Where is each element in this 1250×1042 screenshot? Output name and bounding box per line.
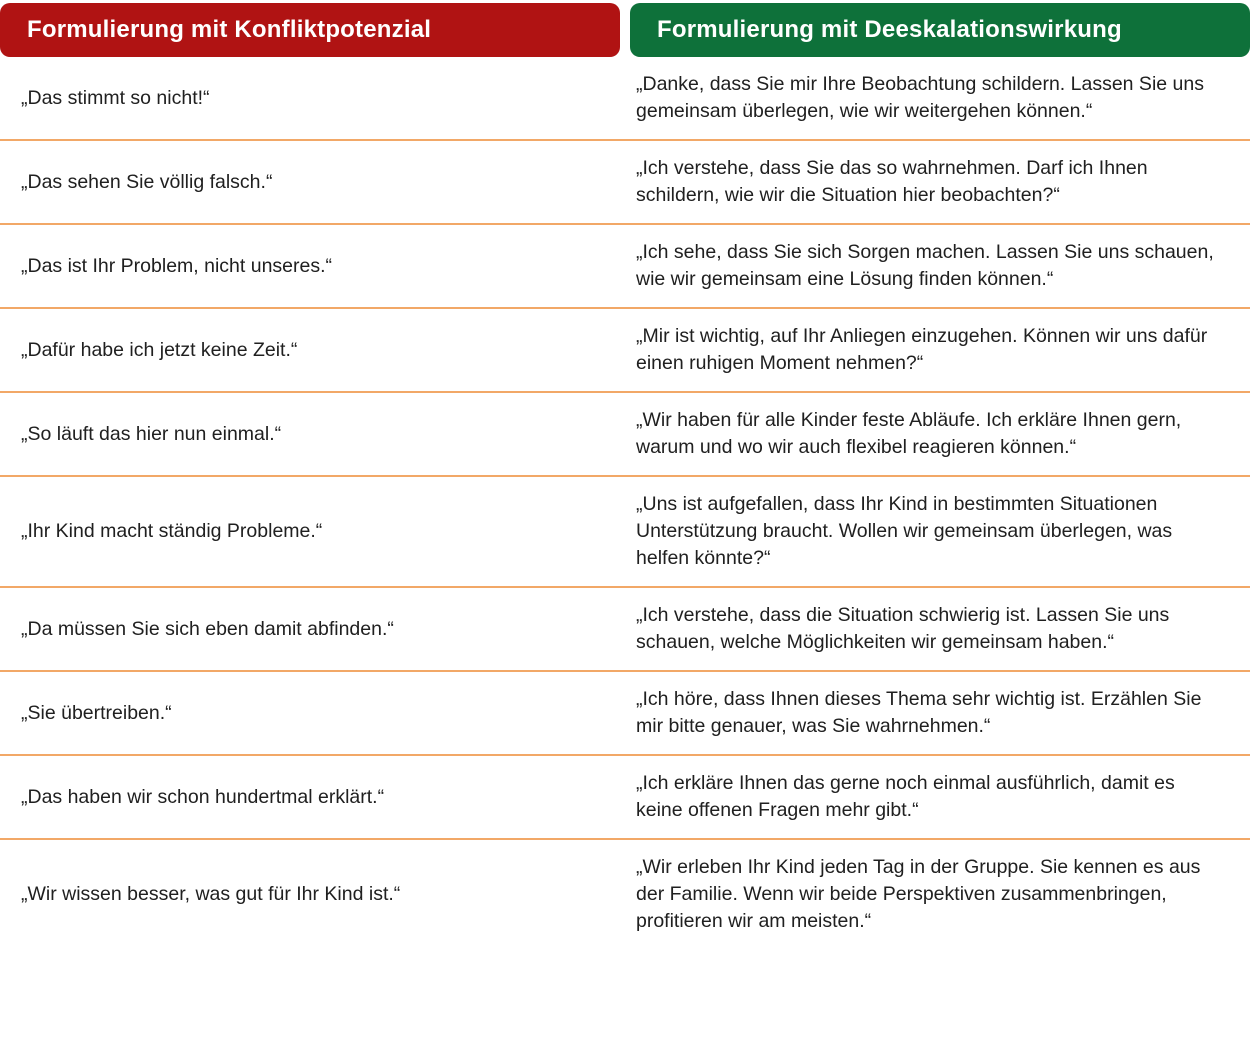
conflict-phrase <box>0 253 620 280</box>
table-body <box>0 57 1250 949</box>
deescalation-phrase <box>620 491 1250 572</box>
table-row <box>0 393 1250 477</box>
deescalation-phrase-text: „Mir ist wichtig, auf Ihr Anliegen einzugehen. Können wir uns dafür einen ruhigen Moment nehmen?“ <box>636 325 1208 374</box>
deescalation-phrase <box>620 854 1250 935</box>
conflict-phrase <box>0 616 620 643</box>
table-row <box>0 588 1250 672</box>
deescalation-phrase <box>620 239 1250 293</box>
conflict-phrase-text: „So läuft das hier nun einmal.“ <box>21 422 282 445</box>
table-row <box>0 840 1250 949</box>
conflict-phrase <box>0 784 620 811</box>
conflict-phrase-text: „Das stimmt so nicht!“ <box>21 86 210 109</box>
deescalation-phrase-text: „Danke, dass Sie mir Ihre Beobachtung schildern. Lassen Sie uns gemeinsam überlegen, wie wir weitergehen können.“ <box>636 73 1204 122</box>
conflict-column-header: Formulierung mit Konfliktpotenzial <box>0 3 620 57</box>
deescalation-phrase <box>620 71 1250 125</box>
conflict-phrase <box>0 700 620 727</box>
conflict-phrase <box>0 337 620 364</box>
conflict-phrase <box>0 85 620 112</box>
conflict-phrase <box>0 421 620 448</box>
deescalation-phrase-text: „Wir erleben Ihr Kind jeden Tag in der Gruppe. Sie kennen es aus der Familie. Wenn wir beide Perspektiven zusammenbringen, profitieren wir am meisten.“ <box>636 856 1201 932</box>
table-row <box>0 756 1250 840</box>
table-row <box>0 309 1250 393</box>
conflict-phrase-text: „Das haben wir schon hundertmal erklärt.“ <box>21 785 385 808</box>
deescalation-phrase-text: „Uns ist aufgefallen, dass Ihr Kind in bestimmten Situationen Unterstützung braucht. Wollen wir gemeinsam überlegen, was helfen könnte?“ <box>636 493 1173 569</box>
deescalation-phrase-text: „Ich erkläre Ihnen das gerne noch einmal ausführlich, damit es keine offenen Fragen mehr gibt.“ <box>636 772 1175 821</box>
conflict-phrase-text: „Wir wissen besser, was gut für Ihr Kind ist.“ <box>21 883 401 905</box>
deescalation-phrase <box>620 407 1250 461</box>
deescalation-phrase-text: „Ich höre, dass Ihnen dieses Thema sehr wichtig ist. Erzählen Sie mir bitte genauer, was Sie wahrnehmen.“ <box>636 688 1202 737</box>
table-row <box>0 141 1250 225</box>
table-row <box>0 672 1250 756</box>
deescalation-phrase <box>620 686 1250 740</box>
table-row <box>0 57 1250 141</box>
conflict-phrase-text: „Ihr Kind macht ständig Probleme.“ <box>21 520 323 542</box>
deescalation-phrase <box>620 155 1250 209</box>
deescalation-phrase-text: „Ich verstehe, dass Sie das so wahrnehmen. Darf ich Ihnen schildern, wie wir die Situation hier beobachten?“ <box>636 157 1148 206</box>
table-row <box>0 225 1250 309</box>
table-header <box>0 0 1250 57</box>
conflict-phrase <box>0 169 620 196</box>
conflict-phrase <box>0 518 620 545</box>
deescalation-column-header: Formulierung mit Deeskalationswirkung <box>630 3 1250 57</box>
deescalation-phrase <box>620 323 1250 377</box>
conflict-phrase-text: „Das sehen Sie völlig falsch.“ <box>21 170 273 193</box>
table-row <box>0 477 1250 588</box>
conflict-phrase-text: „Dafür habe ich jetzt keine Zeit.“ <box>21 338 298 361</box>
conflict-phrase <box>0 881 620 908</box>
conflict-phrase-text: „Sie übertreiben.“ <box>21 701 172 724</box>
deescalation-phrase-text: „Wir haben für alle Kinder feste Abläufe. Ich erkläre Ihnen gern, warum und wo wir auch flexibel reagieren können.“ <box>636 409 1182 458</box>
deescalation-phrase-text: „Ich sehe, dass Sie sich Sorgen machen. Lassen Sie uns schauen, wie wir gemeinsam eine Lösung finden können.“ <box>636 241 1214 290</box>
deescalation-phrase-text: „Ich verstehe, dass die Situation schwierig ist. Lassen Sie uns schauen, welche Möglichkeiten wir gemeinsam haben.“ <box>636 604 1170 653</box>
deescalation-phrase <box>620 602 1250 656</box>
deescalation-phrase <box>620 770 1250 824</box>
conflict-phrase-text: „Das ist Ihr Problem, nicht unseres.“ <box>21 254 333 277</box>
conflict-phrase-text: „Da müssen Sie sich eben damit abfinden.“ <box>21 617 394 640</box>
